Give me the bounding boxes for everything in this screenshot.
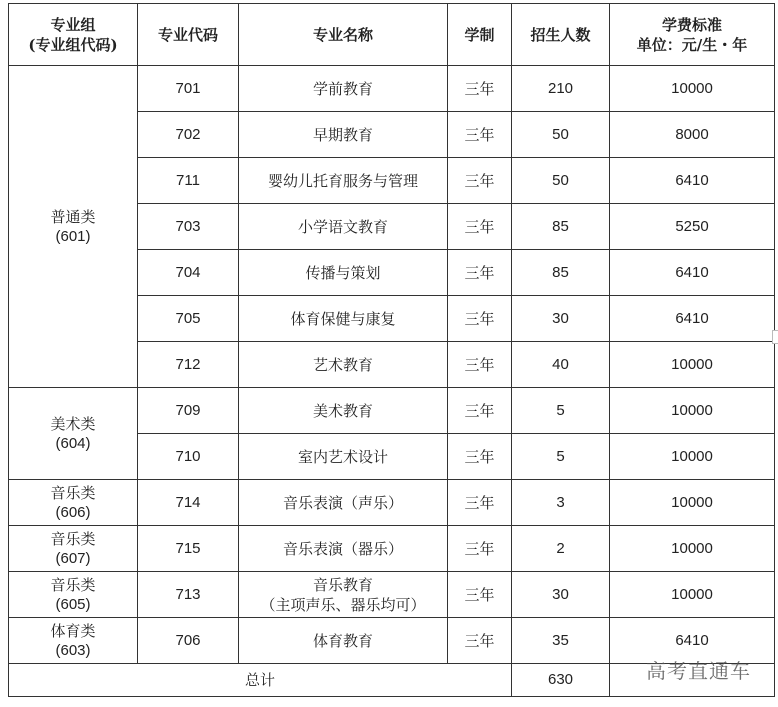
header-code: 专业代码 <box>138 4 239 66</box>
major-code: 713 <box>138 572 239 618</box>
group-code: (603) <box>55 641 91 659</box>
header-row <box>9 4 775 66</box>
group-cell <box>9 618 138 664</box>
major-code: 711 <box>138 158 239 204</box>
major-code: 714 <box>138 480 239 526</box>
table-row <box>9 526 775 572</box>
header-fee-line2: 单位：元/生・年 <box>636 35 748 54</box>
fee: 10000 <box>610 526 775 572</box>
table-row <box>9 66 775 112</box>
scroll-edge-marker <box>772 330 778 344</box>
fee: 8000 <box>610 112 775 158</box>
fee: 6410 <box>610 618 775 664</box>
major-code: 703 <box>138 204 239 250</box>
duration: 三年 <box>448 572 512 618</box>
header-fee <box>610 4 775 66</box>
group-code: (605) <box>55 595 91 613</box>
fee: 10000 <box>610 434 775 480</box>
major-code: 710 <box>138 434 239 480</box>
duration: 三年 <box>448 342 512 388</box>
group-name: 音乐类 <box>50 529 96 548</box>
major-code: 709 <box>138 388 239 434</box>
group-name: 体育类 <box>50 621 96 640</box>
group-cell <box>9 572 138 618</box>
enrollment-table <box>8 3 775 697</box>
group-cell <box>9 480 138 526</box>
major-name: 体育教育 <box>239 618 448 664</box>
enroll-count: 50 <box>512 158 610 204</box>
major-name: 体育保健与康复 <box>239 296 448 342</box>
total-value: 630 <box>512 664 610 697</box>
duration: 三年 <box>448 618 512 664</box>
major-code: 704 <box>138 250 239 296</box>
header-name: 专业名称 <box>239 4 448 66</box>
group-cell <box>9 66 138 388</box>
major-name: 传播与策划 <box>239 250 448 296</box>
fee: 10000 <box>610 480 775 526</box>
duration: 三年 <box>448 388 512 434</box>
fee: 6410 <box>610 250 775 296</box>
duration: 三年 <box>448 204 512 250</box>
header-group-line2: (专业组代码) <box>28 35 118 54</box>
enroll-count: 5 <box>512 388 610 434</box>
header-fee-line1: 学费标准 <box>661 15 722 34</box>
group-cell <box>9 526 138 572</box>
group-code: (604) <box>55 434 91 452</box>
major-name: 音乐表演（声乐） <box>239 480 448 526</box>
group-code: (601) <box>55 227 91 245</box>
header-group-line1: 专业组 <box>50 15 96 34</box>
major-name-line1: 音乐教育 <box>312 575 373 594</box>
header-duration: 学制 <box>448 4 512 66</box>
enroll-count: 5 <box>512 434 610 480</box>
duration: 三年 <box>448 250 512 296</box>
table-row <box>9 480 775 526</box>
major-name: 室内艺术设计 <box>239 434 448 480</box>
group-name: 美术类 <box>50 414 96 433</box>
group-name: 音乐类 <box>50 483 96 502</box>
duration: 三年 <box>448 434 512 480</box>
enroll-count: 30 <box>512 296 610 342</box>
major-name: 美术教育 <box>239 388 448 434</box>
fee: 10000 <box>610 66 775 112</box>
enroll-count: 40 <box>512 342 610 388</box>
major-name-line2: （主项声乐、器乐均可） <box>260 595 426 614</box>
group-code: (607) <box>55 549 91 567</box>
enroll-count: 85 <box>512 250 610 296</box>
enroll-count: 210 <box>512 66 610 112</box>
table-row <box>9 572 775 618</box>
group-name: 音乐类 <box>50 575 96 594</box>
enroll-count: 2 <box>512 526 610 572</box>
major-name: 婴幼儿托育服务与管理 <box>239 158 448 204</box>
fee: 6410 <box>610 158 775 204</box>
enroll-count: 50 <box>512 112 610 158</box>
group-cell <box>9 388 138 480</box>
table-row <box>9 388 775 434</box>
total-label: 总计 <box>9 664 512 697</box>
fee: 5250 <box>610 204 775 250</box>
duration: 三年 <box>448 66 512 112</box>
major-name: 学前教育 <box>239 66 448 112</box>
major-code: 701 <box>138 66 239 112</box>
major-name: 音乐表演（器乐） <box>239 526 448 572</box>
fee: 10000 <box>610 572 775 618</box>
duration: 三年 <box>448 526 512 572</box>
group-name: 普通类 <box>50 207 96 226</box>
major-code: 702 <box>138 112 239 158</box>
major-name: 艺术教育 <box>239 342 448 388</box>
major-name: 早期教育 <box>239 112 448 158</box>
enroll-count: 3 <box>512 480 610 526</box>
major-code: 705 <box>138 296 239 342</box>
fee: 10000 <box>610 388 775 434</box>
major-name: 小学语文教育 <box>239 204 448 250</box>
header-enroll: 招生人数 <box>512 4 610 66</box>
duration: 三年 <box>448 296 512 342</box>
fee: 6410 <box>610 296 775 342</box>
enroll-count: 30 <box>512 572 610 618</box>
group-code: (606) <box>55 503 91 521</box>
major-name <box>239 572 448 618</box>
header-group <box>9 4 138 66</box>
fee: 10000 <box>610 342 775 388</box>
duration: 三年 <box>448 158 512 204</box>
major-code: 706 <box>138 618 239 664</box>
enroll-count: 85 <box>512 204 610 250</box>
enroll-count: 35 <box>512 618 610 664</box>
duration: 三年 <box>448 112 512 158</box>
major-code: 715 <box>138 526 239 572</box>
watermark: 高考直通车 <box>646 659 751 683</box>
major-code: 712 <box>138 342 239 388</box>
duration: 三年 <box>448 480 512 526</box>
